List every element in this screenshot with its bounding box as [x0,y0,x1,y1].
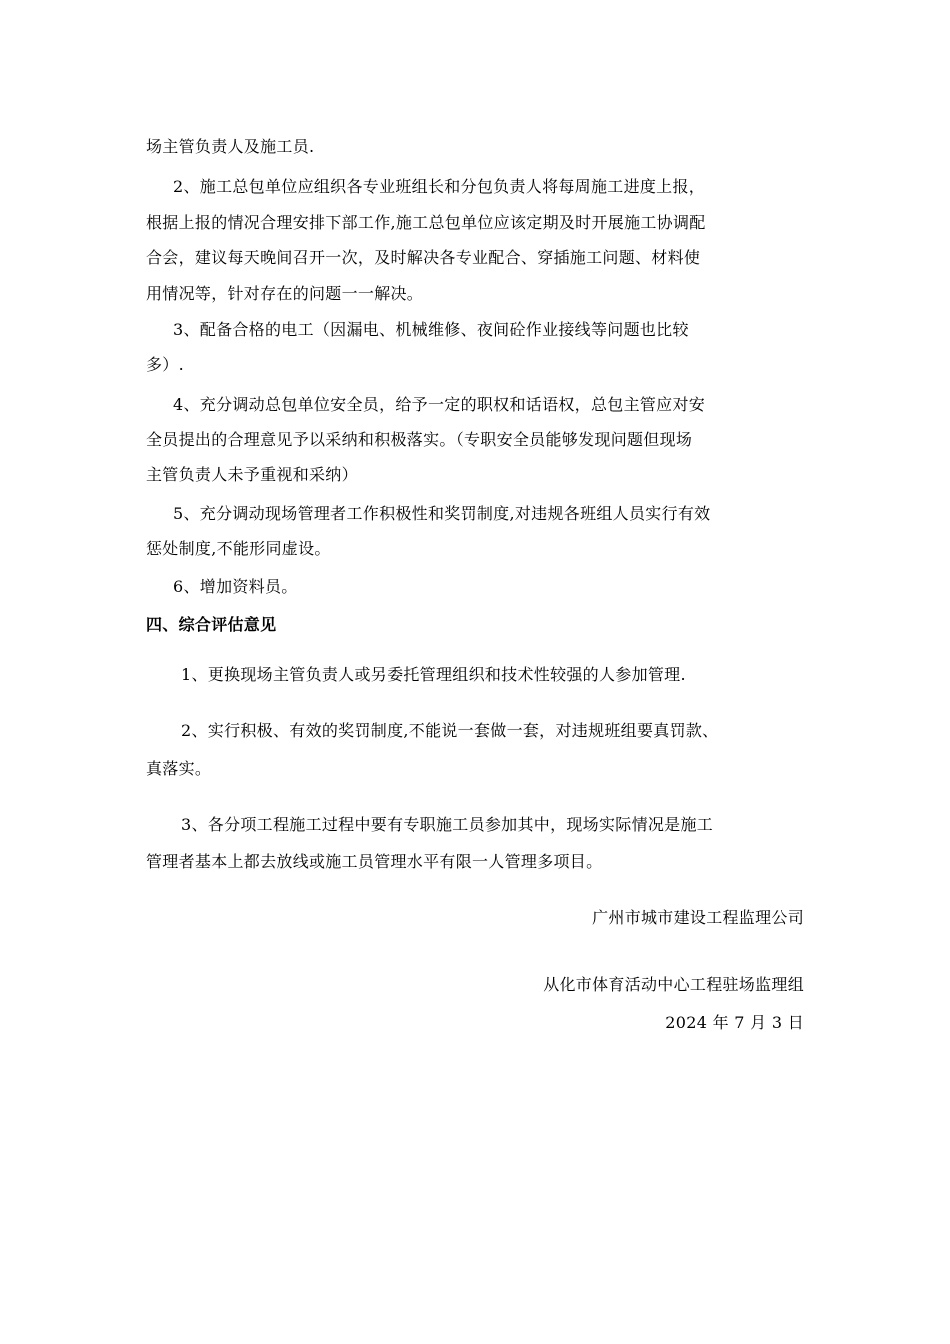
signature-date: 2024 年 7 月 3 日 [665,1013,804,1032]
item-5-line-2: 惩处制度,不能形同虚设。 [146,539,331,558]
section-4-item-2-line-1: 2、实行积极、有效的奖罚制度,不能说一套做一套，对违规班组要真罚款、 [181,721,719,740]
item-3-line-2: 多）. [146,355,184,374]
item-5-line-1: 5、充分调动现场管理者工作积极性和奖罚制度,对违规各班组人员实行有效 [173,504,711,523]
item-2-line-4: 用情况等，针对存在的问题一一解决。 [146,284,424,303]
signature-company: 广州市城市建设工程监理公司 [592,908,804,927]
section-4-item-1-line-1: 1、更换现场主管负责人或另委托管理组织和技术性较强的人参加管理. [181,665,686,684]
item-4-line-1: 4、充分调动总包单位安全员，给予一定的职权和话语权，总包主管应对安 [173,395,706,414]
item-4-line-2: 全员提出的合理意见予以采纳和积极落实。（专职安全员能够发现问题但现场 [146,430,693,449]
section-4-item-3-line-2: 管理者基本上都去放线或施工员管理水平有限一人管理多项目。 [146,852,603,871]
intro-tail: 场主管负责人及施工员. [146,137,315,156]
item-2-line-1: 2、施工总包单位应组织各专业班组长和分包负责人将每周施工进度上报， [173,177,706,196]
item-6-line-1: 6、增加资料员。 [173,577,298,596]
section-4-item-3-line-1: 3、各分项工程施工过程中要有专职施工员参加其中，现场实际情况是施工 [181,815,714,834]
item-3-line-1: 3、配备合格的电工（因漏电、机械维修、夜间砼作业接线等问题也比较 [173,320,689,339]
section-4-item-2-line-2: 真落实。 [146,759,212,778]
item-2-line-2: 根据上报的情况合理安排下部工作,施工总包单位应该定期及时开展施工协调配 [146,213,706,232]
item-4-line-3: 主管负责人未予重视和采纳） [146,465,358,484]
section-4-heading: 四、综合评估意见 [146,615,277,634]
signature-group: 从化市体育活动中心工程驻场监理组 [543,975,804,994]
item-2-line-3: 合会，建议每天晚间召开一次，及时解决各专业配合、穿插施工问题、材料使 [146,248,701,267]
